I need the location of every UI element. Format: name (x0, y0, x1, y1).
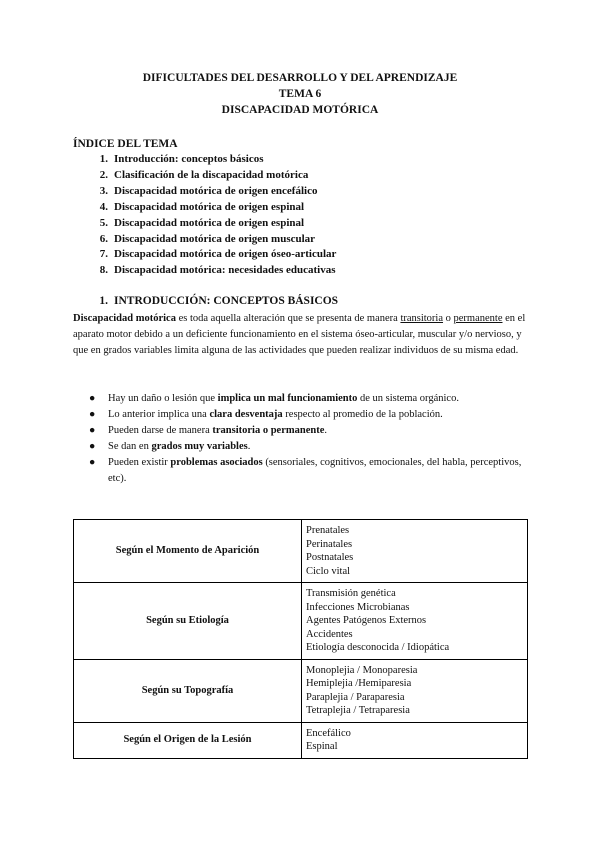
underlined-word: transitoria (400, 313, 444, 324)
table-category: Según el Origen de la Lesión (74, 722, 302, 758)
topic-number: TEMA 6 (278, 88, 322, 100)
bullet-item: ● Pueden darse de manera transitoria o permanente. (73, 423, 533, 439)
bullet-item: ● Lo anterior implica una clara desventaja respecto al promedio de la población. (73, 407, 533, 423)
bullet-dot-icon: ● (89, 393, 96, 404)
table-row (74, 583, 528, 660)
definition-paragraph: Discapacidad motórica es toda aquella alteración que se presenta de manera transitoria o permanente en el aparato motor debido a un deficiente funcionamiento en el sistema óseo-articular, muscular y/o nervioso, y que en grados variables limita alguna de las actividades que pueden realizar individuos de su misma edad. (73, 313, 526, 356)
defined-term: Discapacidad motórica (73, 313, 176, 324)
section-heading: 1. INTRODUCCIÓN: CONCEPTOS BÁSICOS (99, 295, 339, 307)
index-item: 4. Discapacidad motórica de origen espinal (99, 200, 305, 213)
bullet-dot-icon: ● (89, 408, 96, 420)
table-values: Encefálico Espinal (302, 722, 528, 758)
classification-table (73, 519, 528, 759)
table-category: Según su Etiología (74, 583, 302, 660)
table-values: Transmisión genética Infecciones Microbianas Agentes Patógenos Externos Accidentes Etiología desconocida / Idiopática (302, 583, 528, 660)
index-item: 6. Discapacidad motórica de origen muscular (99, 232, 316, 245)
index-item: 3. Discapacidad motórica de origen encefálico (99, 184, 318, 197)
table-row (74, 520, 528, 583)
table-category: Según el Momento de Aparición (74, 520, 302, 583)
table-values: Prenatales Perinatales Postnatales Ciclo vital (302, 520, 528, 583)
bullet-dot-icon: ● (89, 440, 96, 452)
table-values: Monoplejia / Monoparesia Hemiplejia /Hemiparesia Paraplejia / Paraparesia Tetraplejia / Tetraparesia (302, 659, 528, 722)
bullet-item: ● Hay un daño o lesión que implica un mal funcionamiento de un sistema orgánico. (73, 391, 533, 407)
index-item: 2. Clasificación de la discapacidad motórica (99, 168, 309, 181)
document-header (0, 70, 600, 118)
underlined-word: permanente (453, 313, 503, 324)
index-item: 8. Discapacidad motórica: necesidades educativas (99, 264, 336, 277)
bullet-dot-icon: ● (89, 424, 96, 436)
table-category: Según su Topografía (74, 659, 302, 722)
topic-title: DISCAPACIDAD MOTÓRICA (221, 104, 379, 116)
course-title: DIFICULTADES DEL DESARROLLO Y DEL APRENDIZAJE (142, 72, 458, 84)
table-row (74, 722, 528, 758)
index-item: 7. Discapacidad motórica de origen óseo-articular (99, 248, 337, 261)
table-row (74, 659, 528, 722)
bullet-list (73, 391, 533, 486)
bullet-item: ● Se dan en grados muy variables. (73, 439, 533, 455)
bullet-item: ● Pueden existir problemas asociados (sensoriales, cognitivos, emocionales, del habla, perceptivos, etc). (89, 456, 522, 484)
index-list (73, 152, 336, 279)
index-item: 5. Discapacidad motórica de origen espinal (99, 216, 305, 229)
index-title: ÍNDICE DEL TEMA (73, 138, 178, 150)
index-item: 1. Introducción: conceptos básicos (99, 153, 264, 165)
bullet-dot-icon: ● (89, 456, 96, 468)
